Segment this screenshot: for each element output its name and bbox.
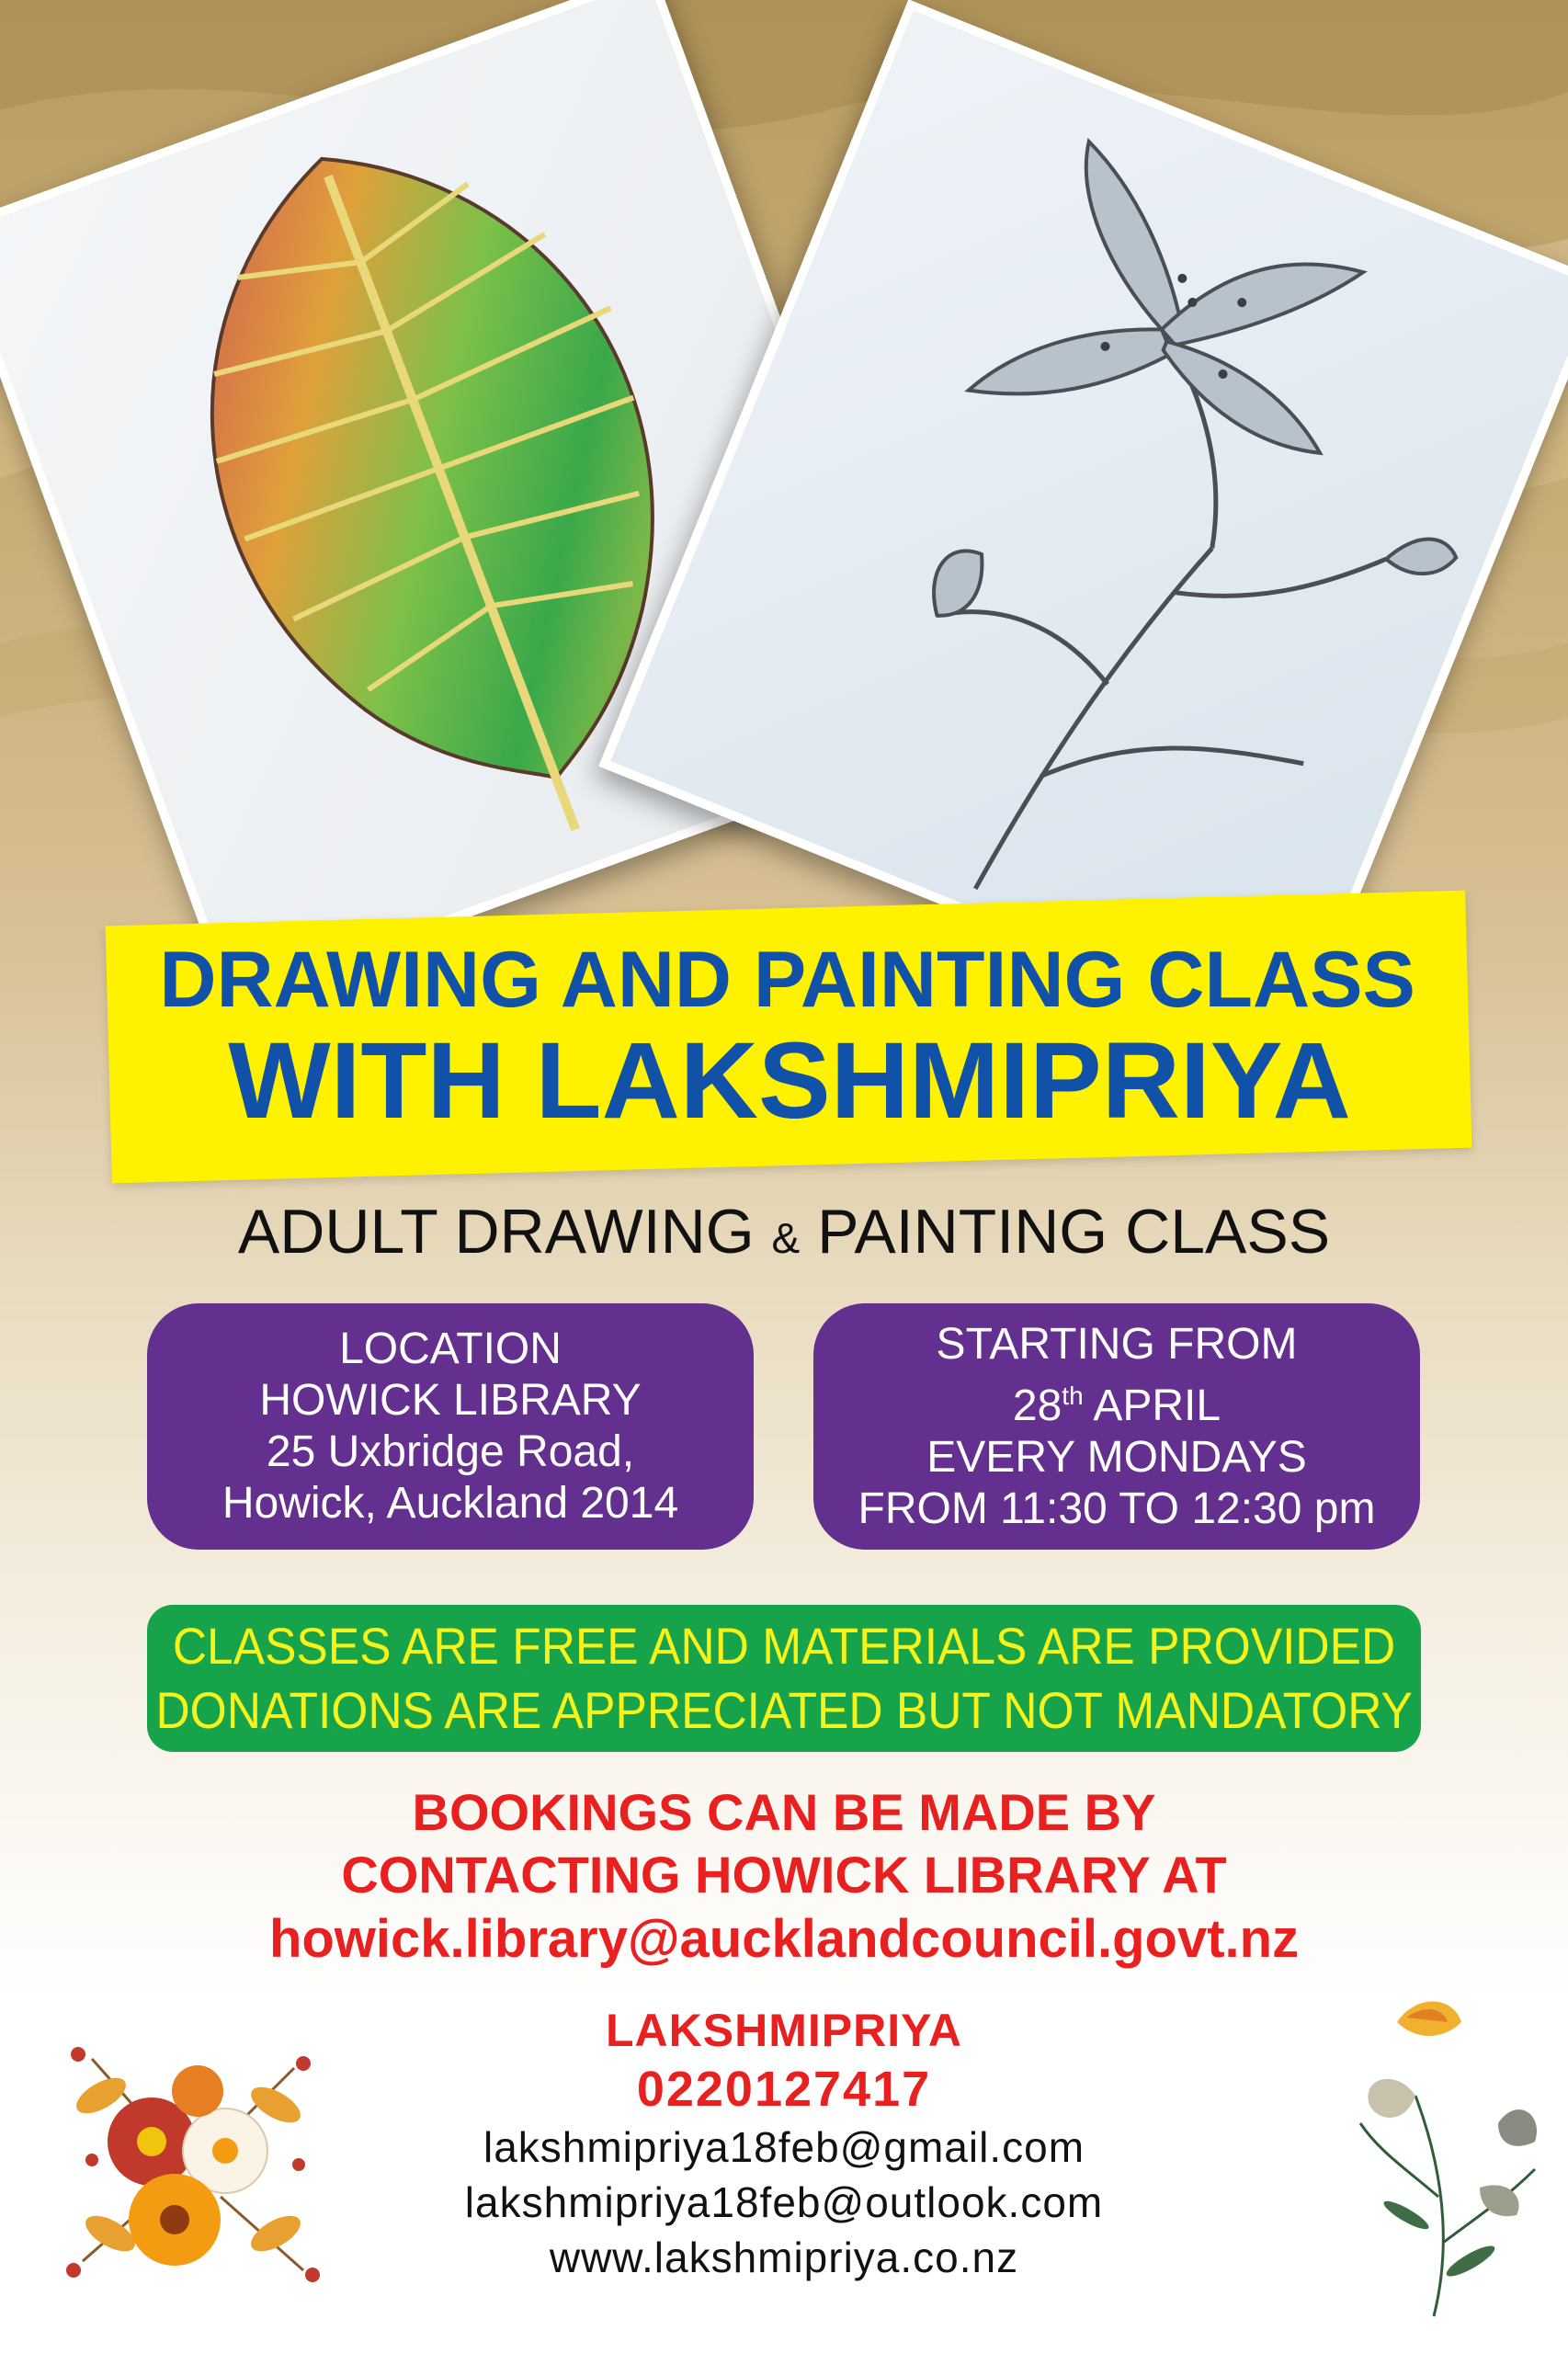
booking-info	[0, 1781, 1568, 1972]
location-venue: HOWICK LIBRARY	[259, 1376, 642, 1425]
location-street: 25 Uxbridge Road,	[266, 1427, 635, 1476]
schedule-time: FROM 11:30 TO 12:30 pm	[858, 1483, 1376, 1533]
location-box	[147, 1303, 754, 1550]
schedule-date	[813, 1370, 1420, 1432]
contact-email-outlook[interactable]: lakshmipriya18feb@outlook.com	[464, 2178, 1104, 2226]
schedule-date-month: APRIL	[1093, 1381, 1221, 1430]
free-notice-box	[147, 1605, 1421, 1752]
location-city: Howick, Auckland 2014	[222, 1479, 679, 1528]
subtitle	[0, 1195, 1568, 1275]
title-line-1: DRAWING AND PAINTING CLASS	[159, 936, 1415, 1025]
schedule-date-suffix: th	[1062, 1381, 1084, 1410]
notice-line-1: CLASSES ARE FREE AND MATERIALS ARE PROVIDED	[172, 1617, 1396, 1675]
subtitle-part-1: ADULT DRAWING	[237, 1197, 755, 1267]
schedule-heading: STARTING FROM	[936, 1319, 1298, 1369]
booking-line-1: BOOKINGS CAN BE MADE BY	[412, 1783, 1156, 1841]
contact-phone[interactable]: 0220127417	[636, 2062, 932, 2117]
location-heading: LOCATION	[339, 1324, 562, 1373]
floral-ornament-icon	[1342, 1985, 1553, 2335]
contact-name: LAKSHMIPRIYA	[606, 2005, 962, 2056]
title-banner	[106, 891, 1472, 1184]
schedule-box	[813, 1303, 1420, 1550]
title-line-2: WITH LAKSHMIPRIYA	[228, 1019, 1352, 1142]
schedule-frequency: EVERY MONDAYS	[926, 1432, 1307, 1482]
subtitle-part-2: PAINTING CLASS	[817, 1197, 1331, 1267]
subtitle-ampersand: &	[771, 1214, 801, 1262]
flower-bouquet-icon	[37, 2004, 340, 2316]
contact-email-gmail[interactable]: lakshmipriya18feb@gmail.com	[483, 2123, 1085, 2171]
booking-line-2: CONTACTING HOWICK LIBRARY AT	[341, 1846, 1227, 1904]
booking-email[interactable]: howick.library@aucklandcouncil.govt.nz	[268, 1909, 1300, 1969]
contact-website[interactable]: www.lakshmipriya.co.nz	[549, 2234, 1019, 2281]
schedule-date-day: 28	[1012, 1381, 1062, 1430]
notice-line-2: DONATIONS ARE APPRECIATED BUT NOT MANDATORY	[155, 1681, 1413, 1739]
